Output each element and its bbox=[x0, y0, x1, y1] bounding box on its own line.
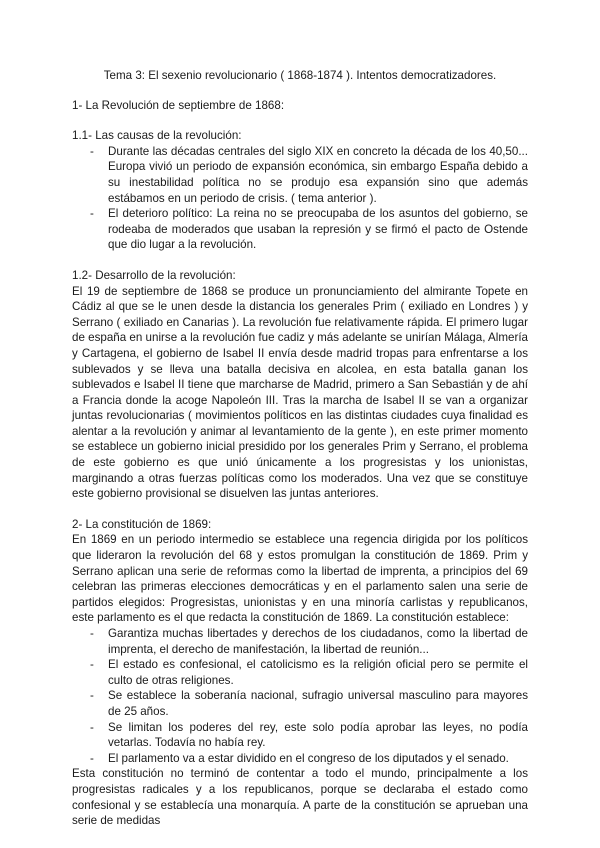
list-item: - El deterioro político: La reina no se preocupaba de los asuntos del gobierno, se rodeaba de moderados que usaban la represión y se firmó el pacto de Ostende que dio lugar a la revolución. bbox=[72, 206, 528, 253]
list-item: - Se establece la soberanía nacional, sufragio universal masculino para mayores de 25 años. bbox=[72, 688, 528, 719]
document-title: Tema 3: El sexenio revolucionario ( 1868-1874 ). Intentos democratizadores. bbox=[103, 69, 497, 82]
section-1-2-heading: 1.2- Desarrollo de la revolución: bbox=[72, 268, 236, 282]
constitution-paragraph: En 1869 en un periodo intermedio se establece una regencia dirigida por los políticos que lideraron la revolución del 68 y estos promulgan la constitución de 1869. Prim y Serrano aplican una serie de reformas como la libertad de imprenta, a principios del 69 celebran las primeras elecciones democráticas y en el parlamento salen una serie de partidos elegidos: Progresistas, unionistas y en una minoría carlistas y republicanos, este parlamento es el que redacta la constitución de 1869. La constitución establece: bbox=[72, 533, 528, 625]
list-item: - El parlamento va a estar dividido en el congreso de los diputados y el senado. bbox=[72, 751, 528, 767]
causes-list bbox=[72, 144, 528, 253]
section-1-heading: 1- La Revolución de septiembre de 1868: bbox=[72, 98, 285, 112]
list-item: - El estado es confesional, el catolicismo es la religión oficial pero se permite el culto de otras religiones. bbox=[72, 657, 528, 688]
revolution-paragraph: El 19 de septiembre de 1868 se produce un pronunciamiento del almirante Topete en Cádiz al que se le unen desde la distancia los generales Prim ( exiliado en Londres ) y Serrano ( exiliado en Canarias ). La revolución fue relativamente rápida. El primero lugar de españa en unirse a la revolución fue cadiz y más adelante se unirían Málaga, Almería y Cartagena, el gobierno de Isabel II envía desde madrid tropas para enfrentarse a los sublevados y se lleva una batalla decisiva en alcolea, en esta batalla ganan los sublevados e Isabel II tiene que marcharse de Madrid, primero a San Sebastián y de ahí a Francia donde la acoge Napoleón III. Tras la marcha de Isabel II se van a organizar juntas revolucionarias ( movimientos políticos en las distintas ciudades cuya finalidad es alentar a la revolución y animar al levantamiento de la gente ), en este primer momento se establece un gobierno inicial presidido por los generales Prim y Serrano, el problema de este gobierno es que unió únicamente a los progresistas y los unionistas, marginando a otras fuerzas políticas como los moderados. Una vez que se constituye este gobierno provisional se disuelven las juntas anteriores. bbox=[72, 284, 528, 501]
closing-paragraph: Esta constitución no terminó de contentar a todo el mundo, principalmente a los progresistas radicales y a los republicanos, porque se declaraba el estado como confesional y se establecía una monarquía. A parte de la constitución se aprueban una serie de medidas bbox=[72, 767, 528, 828]
section-1-1-heading: 1.1- Las causas de la revolución: bbox=[72, 129, 242, 143]
list-item: - Se limitan los poderes del rey, este solo podía aprobar las leyes, no podía vetarlas. Todavía no había rey. bbox=[72, 720, 528, 751]
list-item: - Garantiza muchas libertades y derechos de los ciudadanos, como la libertad de imprenta, el derecho de manifestación, la libertad de reunión... bbox=[72, 626, 528, 657]
constitution-list bbox=[72, 626, 528, 766]
list-item: - Durante las décadas centrales del siglo XIX en concreto la década de los 40,50... Europa vivió un periodo de expansión económica, sin embargo España debido a su inestabilidad política no se produjo esa expansión sino que además estábamos en un periodo de crisis. ( tema anterior ). bbox=[72, 144, 528, 206]
section-2-heading: 2- La constitución de 1869: bbox=[72, 517, 212, 531]
